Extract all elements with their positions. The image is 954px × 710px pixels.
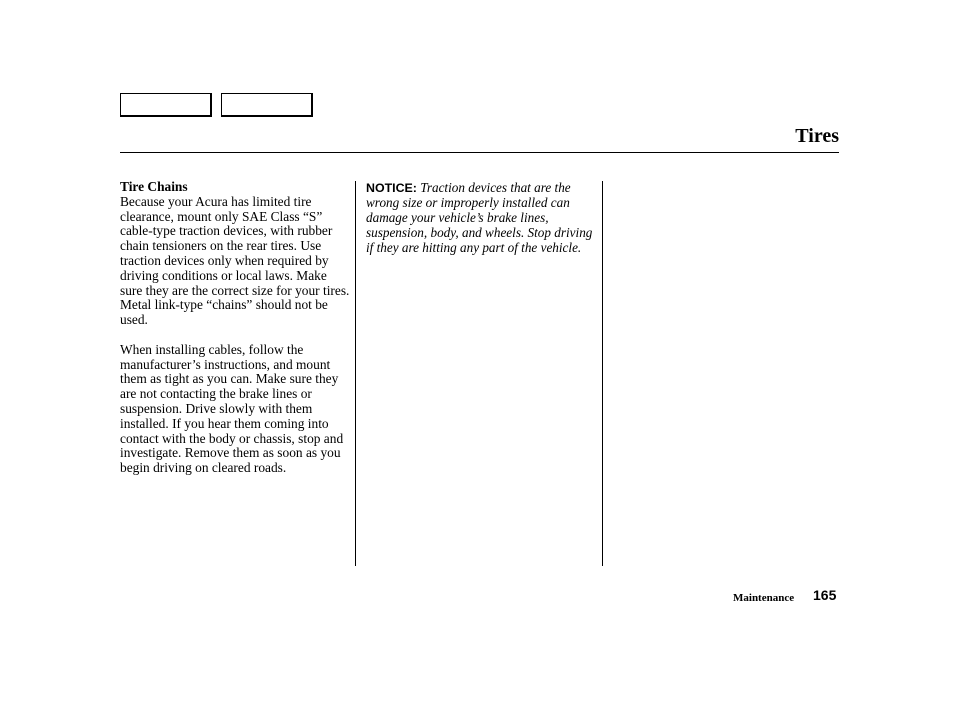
body-paragraph: When installing cables, follow the manufacturer’s instructions, and mount them as tight as you can. Make sure they are not contacting the brake lines or suspension. Drive slowly with them installed. If you hear them coming into contact with the body or chassis, stop and investigate. Remove them as soon as you begin driving on cleared roads. bbox=[120, 341, 344, 476]
page-number: 165 bbox=[813, 587, 837, 603]
footer-section-name: Maintenance bbox=[733, 592, 795, 604]
nav-button-previous[interactable] bbox=[120, 93, 212, 117]
title-rule bbox=[120, 152, 839, 153]
page-title: Tires bbox=[795, 125, 839, 147]
notice-label: NOTICE: bbox=[366, 181, 417, 195]
notice-block bbox=[366, 181, 596, 256]
body-paragraph: Because your Acura has limited tire clearance, mount only SAE Class “S” cable-type traction devices, with rubber chain tensioners on the rear tires. Use traction devices only when required by driving conditions or local laws. Make sure they are the correct size for your tires. Metal link-type “chains” should not be used. bbox=[120, 193, 350, 328]
column-divider bbox=[355, 181, 356, 566]
column-divider bbox=[602, 181, 603, 566]
notice-text: Traction devices that are the wrong size or improperly installed can damage your vehicle’s brake lines, suspension, body, and wheels. Stop driving if they are hitting any part of the vehicle. bbox=[366, 180, 593, 255]
tire-chains-section bbox=[120, 180, 352, 476]
section-heading: Tire Chains bbox=[120, 179, 188, 194]
nav-button-next[interactable] bbox=[221, 93, 313, 117]
